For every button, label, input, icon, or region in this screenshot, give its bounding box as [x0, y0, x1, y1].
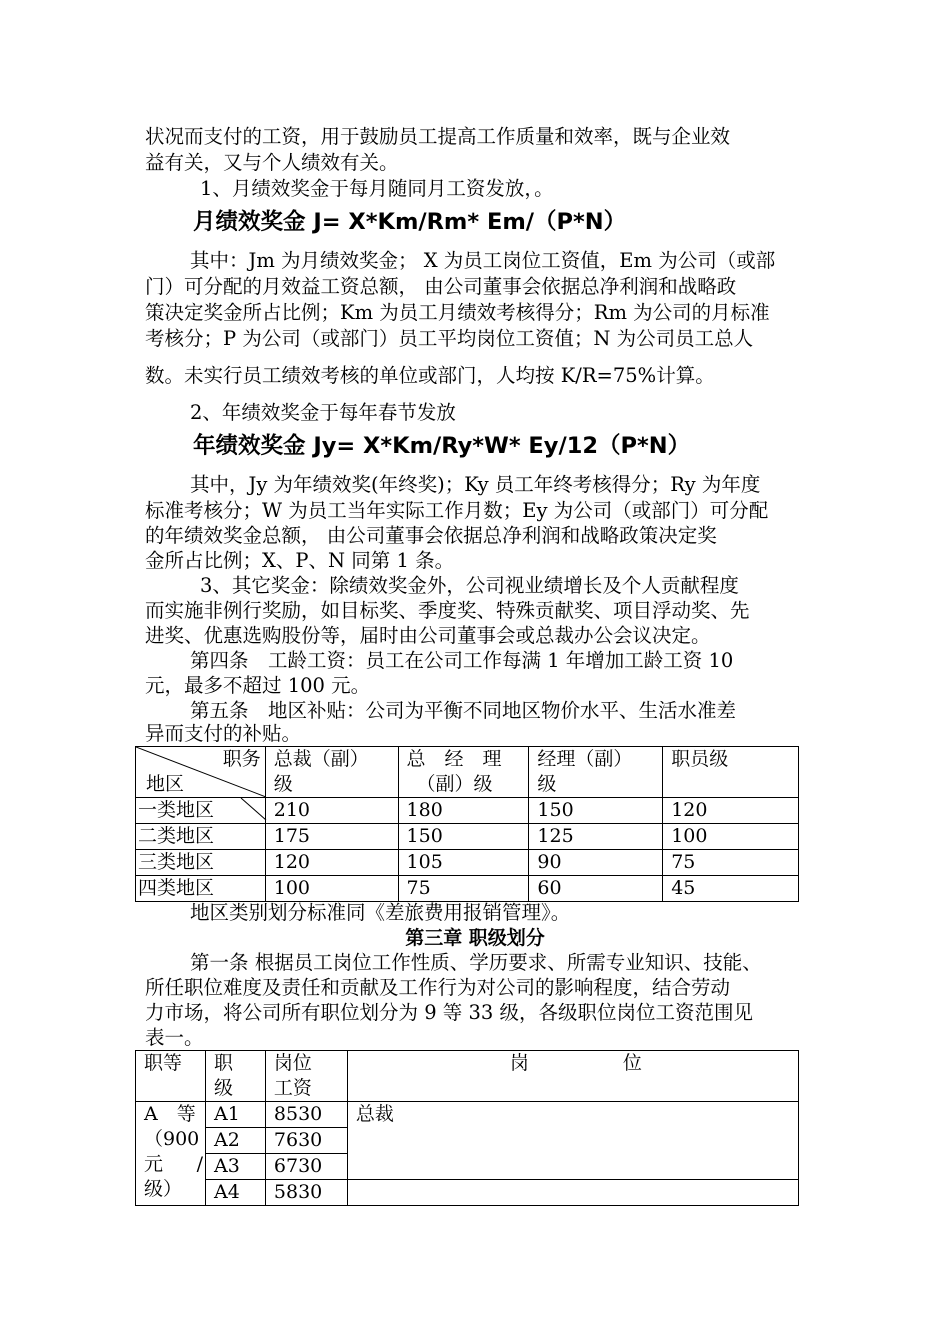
region-cell: 四类地区	[136, 876, 266, 902]
table-row	[136, 876, 799, 902]
grade-table	[135, 1050, 799, 1206]
paragraph-line: 第四条 工龄工资：员工在公司工作每满 1 年增加工龄工资 10	[190, 649, 734, 672]
paragraph-line: 3、其它奖金：除绩效奖金外，公司视业绩增长及个人贡献程度	[200, 574, 739, 597]
table-cell: 90	[529, 850, 663, 876]
table-cell: A1	[205, 1102, 265, 1128]
paragraph-line: 的年绩效奖金总额， 由公司董事会依据总净利润和战略政策决定奖	[145, 524, 717, 547]
region-cell: 二类地区	[136, 824, 266, 850]
table-cell: 120	[265, 850, 398, 876]
paragraph-line: 策决定奖金所占比例；Km 为员工月绩效考核得分；Rm 为公司的月标准	[145, 301, 770, 324]
header-cell: 总 经 理 （副）级	[398, 747, 529, 798]
grade-cell: A 等 （900 元 / 级）	[136, 1102, 206, 1206]
table-cell: 175	[265, 824, 398, 850]
header-cell: 职 级	[205, 1051, 265, 1102]
paragraph-line: 表一。	[145, 1026, 204, 1049]
paragraph-line: 所任职位难度及责任和贡献及工作行为对公司的影响程度，结合劳动	[145, 976, 731, 999]
table-cell: 60	[529, 876, 663, 902]
chapter-title: 第三章 职级划分	[405, 927, 545, 949]
header-cell: 总裁（副） 级	[265, 747, 398, 798]
table-row	[136, 1102, 799, 1128]
table-corner-cell	[136, 747, 266, 798]
header-cell: 岗位 工资	[265, 1051, 347, 1102]
paragraph-line: 数。未实行员工绩效考核的单位或部门，人均按 K/R=75%计算。	[145, 364, 715, 387]
paragraph-line: 第五条 地区补贴：公司为平衡不同地区物价水平、生活水准差	[190, 699, 737, 722]
table-cell: A2	[205, 1128, 265, 1154]
table-cell: 75	[663, 850, 799, 876]
header-cell: 岗 位	[347, 1051, 798, 1102]
paragraph-line: 而实施非例行奖励，如目标奖、季度奖、特殊贡献奖、项目浮动奖、先	[145, 599, 750, 622]
table-cell: 150	[398, 824, 529, 850]
table-cell: 5830	[265, 1180, 347, 1206]
corner-bottom-label: 地区	[146, 773, 185, 795]
header-cell: 职等	[136, 1051, 206, 1102]
region-cell: 三类地区	[136, 850, 266, 876]
region-note: 地区类别划分标准同《差旅费用报销管理》。	[190, 901, 571, 924]
paragraph-line: 益有关，又与个人绩效有关。	[145, 151, 399, 174]
table-cell: 105	[398, 850, 529, 876]
table-cell: A3	[205, 1154, 265, 1180]
table-cell: 180	[398, 798, 529, 824]
header-cell: 经理（副） 级	[529, 747, 663, 798]
paragraph-line: 2、年绩效奖金于每年春节发放	[190, 401, 456, 424]
table-row	[136, 850, 799, 876]
region-cell: 一类地区	[136, 798, 266, 824]
paragraph-line: 1、月绩效奖金于每月随同月工资发放，。	[200, 177, 554, 200]
paragraph-line: 标准考核分；W 为员工当年实际工作月数；Ey 为公司（或部门）可分配	[145, 499, 769, 522]
table-cell: 210	[265, 798, 398, 824]
header-cell: 职员级	[663, 747, 799, 798]
paragraph-line: 金所占比例；X、P、N 同第 1 条。	[145, 549, 455, 572]
table-cell: 6730	[265, 1154, 347, 1180]
paragraph-line: 元，最多不超过 100 元。	[145, 674, 371, 697]
paragraph-line: 状况而支付的工资，用于鼓励员工提高工作质量和效率，既与企业效	[145, 125, 731, 148]
table-cell: A4	[205, 1180, 265, 1206]
table-cell: 7630	[265, 1128, 347, 1154]
table-row	[136, 798, 799, 824]
paragraph-line: 力市场，将公司所有职位划分为 9 等 33 级，各级职位岗位工资范围见	[145, 1001, 754, 1024]
table-cell: 100	[663, 824, 799, 850]
table-cell: 125	[529, 824, 663, 850]
post-cell: 总裁	[347, 1102, 798, 1180]
table-row	[136, 1180, 799, 1206]
corner-top-label: 职务	[222, 748, 261, 770]
table-cell: 100	[265, 876, 398, 902]
table-cell: 45	[663, 876, 799, 902]
table-cell: 120	[663, 798, 799, 824]
region-subsidy-table	[135, 746, 799, 902]
annual-bonus-formula: 年绩效奖金 Jy= X*Km/Ry*W* Ey/12（P*N）	[193, 433, 691, 459]
paragraph-line: 进奖、优惠选购股份等，届时由公司董事会或总裁办公会议决定。	[145, 624, 711, 647]
table-cell: 8530	[265, 1102, 347, 1128]
paragraph-line: 其中，Jy 为年绩效奖(年终奖)；Ky 员工年终考核得分；Ry 为年度	[190, 473, 761, 496]
post-cell	[347, 1180, 798, 1206]
paragraph-line: 门）可分配的月效益工资总额， 由公司董事会依据总净利润和战略政	[145, 275, 737, 298]
table-cell: 75	[398, 876, 529, 902]
paragraph-line: 考核分；P 为公司（或部门）员工平均岗位工资值；N 为公司员工总人	[145, 327, 754, 350]
table-cell: 150	[529, 798, 663, 824]
paragraph-line: 异而支付的补贴。	[145, 722, 302, 745]
paragraph-line: 第一条 根据员工岗位工作性质、学历要求、所需专业知识、技能、	[190, 951, 762, 974]
monthly-bonus-formula: 月绩效奖金 J= X*Km/Rm* Em/（P*N）	[193, 209, 627, 235]
paragraph-line: 其中：Jm 为月绩效奖金； X 为员工岗位工资值，Em 为公司（或部	[190, 249, 776, 272]
